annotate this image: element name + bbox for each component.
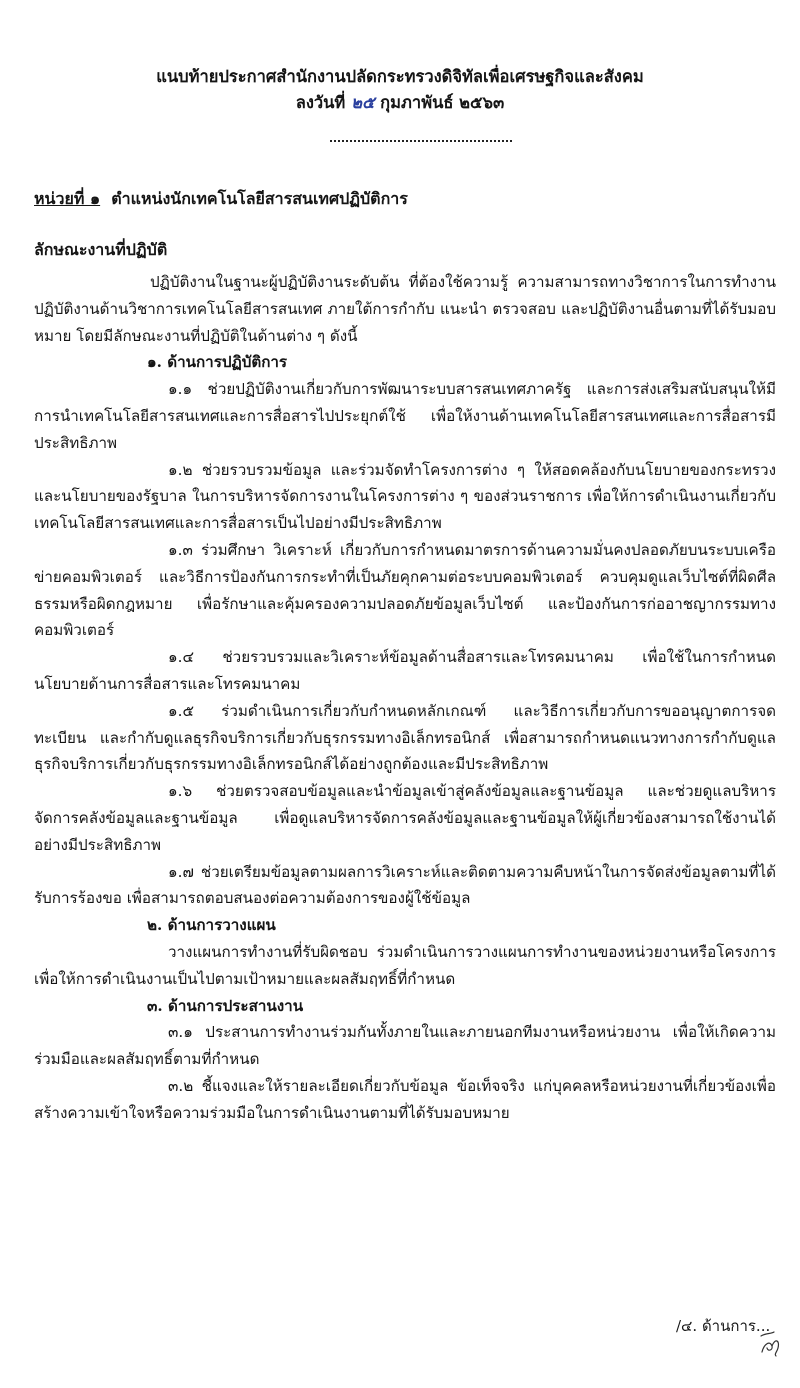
item-1-6: ๑.๖ ช่วยตรวจสอบข้อมูลและนำข้อมูลเข้าสู่คลังข้อมูลและฐานข้อมูล และช่วยดูแลบริหารจัดการคลังข้อมูลและฐานข้อมูล เพื่อดูแลบริหารจัดการคลังข้อมูลและฐานข้อมูลให้ผู้เกี่ยวข้องสามารถใช้งานได้อย่างมีประสิทธิภาพ bbox=[34, 782, 776, 854]
header-date bbox=[0, 92, 800, 114]
section-heading: ลักษณะงานที่ปฏิบัติ bbox=[34, 240, 168, 259]
header-title: แนบท้ายประกาศสำนักงานปลัดกระทรวงดิจิทัลเพื่อเศรษฐกิจและสังคม bbox=[156, 67, 644, 86]
unit-gap bbox=[100, 189, 111, 208]
item-1-2: ๑.๒ ช่วยรวบรวมข้อมูล และร่วมจัดทำโครงการต่าง ๆ ให้สอดคล้องกับนโยบายของกระทรวงและนโยบายของรัฐบาล ในการบริหารจัดการงานในโครงการต่าง ๆ ของส่วนราชการ เพื่อให้การดำเนินงานเกี่ยวกับเทคโนโลยีสารสนเทศและการสื่อสารเป็นไปอย่างมีประสิทธิภาพ bbox=[34, 460, 776, 533]
item-1-5: ๑.๕ ร่วมดำเนินการเกี่ยวกับกำหนดหลักเกณฑ์ และวิธีการเกี่ยวกับการขออนุญาตการจดทะเบียน และกำกับดูแลธุรกิจบริการเกี่ยวกับธุรกรรมทางอิเล็กทรอนิกส์ เพื่อสามารถกำหนดแนวทางการกำกับดูแลธุรกิจบริการเกี่ยวกับธุรกรรมทางอิเล็กทรอนิกส์ได้อย่างถูกต้องและมีประสิทธิภาพ bbox=[34, 701, 776, 774]
document-body bbox=[34, 269, 776, 1127]
planning-paragraph: วางแผนการทำงานที่รับผิดชอบ ร่วมดำเนินการวางแผนการทำงานของหน่วยงานหรือโครงการเพื่อให้การดำเนินงานเป็นไปตามเป้าหมายและผลสัมฤทธิ์ที่กำหนด bbox=[34, 942, 776, 988]
item-1-7: ๑.๗ ช่วยเตรียมข้อมูลตามผลการวิเคราะห์และติดตามความคืบหน้าในการจัดส่งข้อมูลตามที่ได้รับการร้องขอ เพื่อสามารถตอบสนองต่อความต้องการของผู้ใช้ข้อมูล bbox=[34, 862, 776, 908]
continuation-note: /๔. ด้านการ... bbox=[676, 1317, 771, 1335]
unit-position: ตำแหน่งนักเทคโนโลยีสารสนเทศปฏิบัติการ bbox=[111, 189, 408, 208]
item-1-3: ๑.๓ ร่วมศึกษา วิเคราะห์ เกี่ยวกับการกำหนดมาตรการด้านความมั่นคงปลอดภัยบนระบบเครือข่ายคอมพิวเตอร์ และวิธีการป้องกันการกระทำที่เป็นภัยคุกคามต่อระบบคอมพิวเตอร์ ควบคุมดูแลเว็บไซต์ที่ผิดศีลธรรมหรือผิดกฎหมาย เพื่อรักษาและคุ้มครองความปลอดภัยข้อมูลเว็บไซต์ และป้องกันการก่ออาชญากรรมทางคอมพิวเตอร์ bbox=[34, 540, 776, 640]
unit-label: หน่วยที่ ๑ bbox=[34, 189, 101, 208]
category-operations-title: ๑. ด้านการปฏิบัติการ bbox=[147, 353, 288, 372]
dotted-separator bbox=[330, 140, 512, 142]
category-coordination-title: ๓. ด้านการประสานงาน bbox=[147, 996, 304, 1015]
category-planning-title: ๒. ด้านการวางแผน bbox=[147, 916, 276, 935]
unit-title bbox=[34, 187, 408, 212]
item-3-2: ๓.๒ ชี้แจงและให้รายละเอียดเกี่ยวกับข้อมูล ข้อเท็จจริง แก่บุคคลหรือหน่วยงานที่เกี่ยวข้องเพื่อสร้างความเข้าใจหรือความร่วมมือในการดำเนินงานตามที่ได้รับมอบหมาย bbox=[34, 1076, 776, 1122]
date-prefix: ลงวันที่ bbox=[295, 93, 352, 112]
intro-paragraph: ปฏิบัติงานในฐานะผู้ปฏิบัติงานระดับต้น ที่ต้องใช้ความรู้ ความสามารถทางวิชาการในการทำงาน ปฏิบัติงานด้านวิชาการเทคโนโลยีสารสนเทศ ภายใต้การกำกับ แนะนำ ตรวจสอบ และปฏิบัติงานอื่นตามที่ได้รับมอบหมาย โดยมีลักษณะงานที่ปฏิบัติในด้านต่าง ๆ ดังนี้ bbox=[34, 273, 776, 345]
item-3-1: ๓.๑ ประสานการทำงานร่วมกันทั้งภายในและภายนอกทีมงานหรือหน่วยงาน เพื่อให้เกิดความร่วมมือและผลสัมฤทธิ์ตามที่กำหนด bbox=[34, 1023, 776, 1069]
item-1-4: ๑.๔ ช่วยรวบรวมและวิเคราะห์ข้อมูลด้านสื่อสารและโทรคมนาคม เพื่อใช้ในการกำหนดนโยบายด้านการสื่อสารและโทรคมนาคม bbox=[34, 648, 776, 693]
date-suffix: กุมภาพันธ์ ๒๕๖๓ bbox=[374, 93, 505, 112]
item-1-1: ๑.๑ ช่วยปฏิบัติงานเกี่ยวกับการพัฒนาระบบสารสนเทศภาครัฐ และการส่งเสริมสนับสนุนให้มีการนำเทคโนโลยีสารสนเทศและการสื่อสารไปประยุกต์ใช้ เพื่อให้งานด้านเทคโนโลยีสารสนเทศและการสื่อสารมีประสิทธิภาพ bbox=[34, 380, 776, 452]
date-day: ๒๕ bbox=[351, 93, 375, 112]
initials-signature bbox=[758, 1330, 784, 1360]
